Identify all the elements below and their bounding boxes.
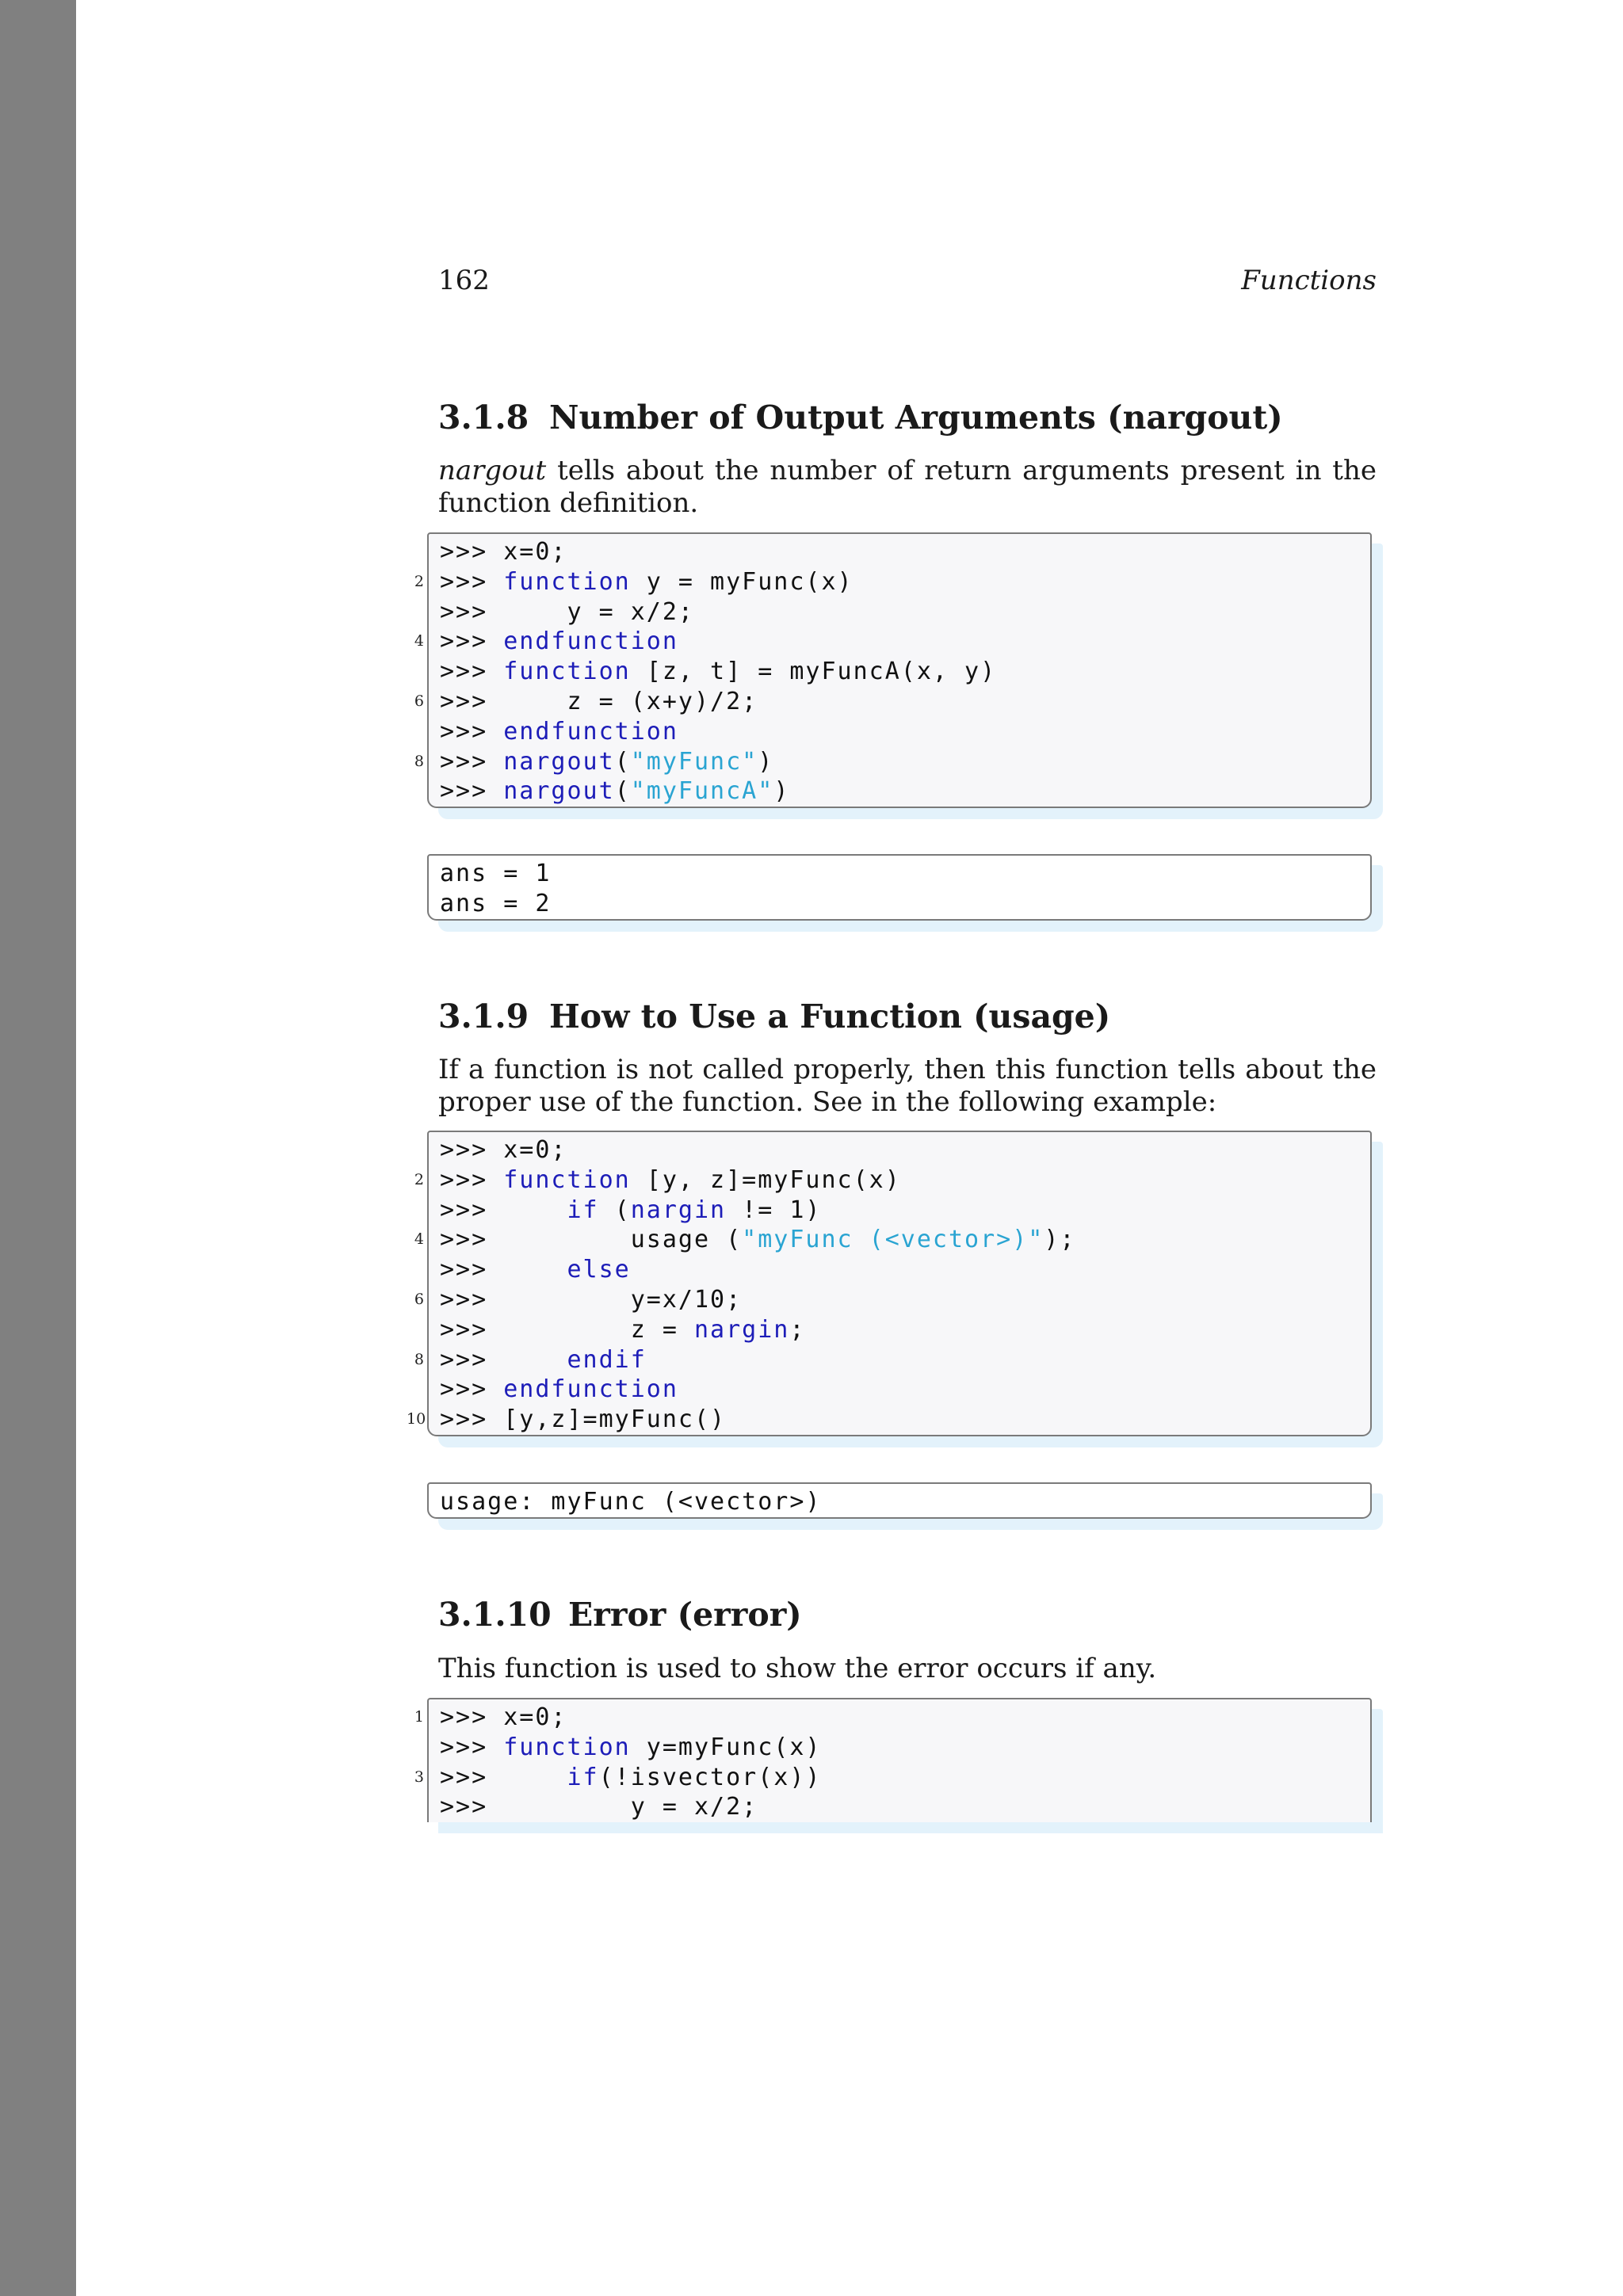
code-line (407, 1405, 1370, 1435)
paragraph-text: tells about the number of return arguments present in the function definition. (438, 455, 1377, 519)
code-text: ( (614, 777, 631, 806)
code-line (440, 776, 1370, 807)
code-string: "myFunc" (630, 747, 758, 776)
code-line (440, 537, 1370, 567)
code-text: ans = 2 (440, 889, 552, 917)
code-keyword: endif (567, 1345, 647, 1374)
page-number: 162 (438, 265, 490, 296)
code-text: y=myFunc(x) (630, 1733, 822, 1761)
code-line (414, 1763, 1370, 1793)
code-line (440, 1135, 1370, 1165)
code-line (440, 717, 1370, 747)
line-number: 3 (414, 1768, 424, 1786)
code-text: ( (614, 747, 631, 776)
section-number: 3.1.9 (438, 997, 529, 1035)
code-keyword: nargin (630, 1196, 727, 1224)
code-text: >>> [y,z]=myFunc() (440, 1405, 727, 1434)
code-text: >>> (440, 1196, 567, 1224)
code-line (414, 747, 1370, 777)
code-text: >>> (440, 717, 504, 746)
book-page (407, 0, 1377, 2296)
code-keyword: endfunction (503, 1375, 678, 1404)
code-line (440, 1487, 1370, 1517)
code-text: ); (1044, 1226, 1076, 1254)
code-line (440, 1315, 1370, 1345)
code-string: "myFuncA" (630, 777, 774, 806)
code-text: >>> y = x/2; (440, 1793, 758, 1821)
code-text: >>> (440, 777, 504, 806)
code-line (440, 1196, 1370, 1226)
code-keyword: nargout (503, 777, 615, 806)
left-margin-band (0, 0, 76, 2296)
code-text: >>> z = (440, 1315, 694, 1344)
code-text: (!isvector(x)) (598, 1763, 822, 1791)
code-text: ) (758, 747, 774, 776)
code-text: >>> y = x/2; (440, 597, 694, 626)
line-number: 8 (414, 1350, 424, 1368)
code-text: ( (598, 1196, 631, 1224)
code-line (414, 1285, 1370, 1315)
paragraph-error: This function is used to show the error occurs if any. (438, 1653, 1157, 1684)
code-listing-error (414, 1698, 1372, 1822)
code-text: usage: myFunc (<vector>) (440, 1488, 822, 1516)
line-number: 6 (414, 692, 424, 710)
code-text: y = myFunc(x) (630, 567, 854, 596)
code-text: [z, t] = myFuncA(x, y) (630, 658, 997, 686)
code-text: >>> (440, 1165, 504, 1194)
code-text: [y, z]=myFunc(x) (630, 1165, 901, 1194)
code-keyword: endfunction (503, 627, 678, 656)
code-keyword: function (503, 567, 631, 596)
code-text: ans = 1 (440, 860, 552, 887)
code-text: >>> (440, 1345, 567, 1374)
section-title: How to Use a Function (usage) (549, 997, 1111, 1035)
line-number: 2 (414, 572, 424, 590)
section-number: 3.1.8 (438, 399, 529, 437)
code-line (440, 657, 1370, 687)
code-text: ) (773, 777, 790, 806)
code-keyword: if (567, 1196, 599, 1224)
code-text: >>> (440, 1763, 567, 1791)
code-text: >>> (440, 627, 504, 656)
code-text: >>> z = (x+y)/2; (440, 687, 758, 715)
code-keyword: function (503, 1733, 631, 1761)
code-text: ; (789, 1315, 806, 1344)
code-listing-usage (407, 1131, 1372, 1436)
chapter-title: Functions (1241, 265, 1377, 296)
code-line (414, 567, 1370, 597)
section-heading-3-1-8 (438, 399, 1283, 437)
section-heading-3-1-10 (438, 1596, 802, 1634)
section-title: Error (error) (568, 1596, 802, 1634)
code-text: >>> (440, 658, 504, 686)
code-keyword: if (567, 1763, 599, 1791)
code-line (440, 1375, 1370, 1405)
code-line (440, 597, 1370, 627)
line-number: 10 (407, 1410, 426, 1428)
line-number: 4 (414, 632, 424, 650)
code-text: >>> y=x/10; (440, 1285, 743, 1314)
line-number: 2 (414, 1170, 424, 1188)
code-line (440, 889, 1370, 919)
section-title: Number of Output Arguments (nargout) (549, 399, 1283, 437)
code-line (414, 1165, 1370, 1196)
code-text: != 1) (726, 1196, 822, 1224)
term-nargout: nargout (438, 455, 547, 486)
section-heading-3-1-9 (438, 997, 1110, 1035)
code-line (414, 627, 1370, 657)
code-line (440, 1792, 1370, 1822)
code-keyword: endfunction (503, 717, 678, 746)
code-text: >>> (440, 567, 504, 596)
code-line (440, 1733, 1370, 1763)
section-number: 3.1.10 (438, 1596, 552, 1634)
code-keyword: function (503, 1165, 631, 1194)
code-listing-nargout (414, 532, 1372, 808)
code-text: >>> x=0; (440, 538, 567, 566)
paragraph-usage: If a function is not called properly, then this function tells about the proper use of the function. See in the following example: (438, 1054, 1377, 1118)
code-line (414, 1225, 1370, 1255)
line-number: 6 (414, 1290, 424, 1308)
code-text: >>> x=0; (440, 1703, 567, 1731)
code-line (414, 1345, 1370, 1375)
code-keyword: nargin (693, 1315, 790, 1344)
code-text: >>> usage ( (440, 1226, 743, 1254)
line-number: 8 (414, 752, 424, 770)
code-text: >>> x=0; (440, 1136, 567, 1164)
code-text: >>> (440, 1733, 504, 1761)
code-keyword: function (503, 658, 631, 686)
code-text: >>> (440, 747, 504, 776)
code-keyword: else (567, 1256, 631, 1284)
code-text: >>> (440, 1375, 504, 1404)
code-string: "myFunc (<vector>)" (742, 1226, 1044, 1254)
code-line (440, 859, 1370, 889)
line-number: 4 (414, 1230, 424, 1249)
line-number: 1 (414, 1708, 424, 1726)
code-line (440, 1255, 1370, 1285)
paragraph-nargout (438, 455, 1377, 520)
code-line (414, 687, 1370, 717)
code-text: >>> (440, 1256, 567, 1284)
output-box-nargout (427, 854, 1372, 921)
running-header (438, 265, 1377, 299)
code-line (414, 1703, 1370, 1733)
output-box-usage (427, 1482, 1372, 1519)
code-keyword: nargout (503, 747, 615, 776)
